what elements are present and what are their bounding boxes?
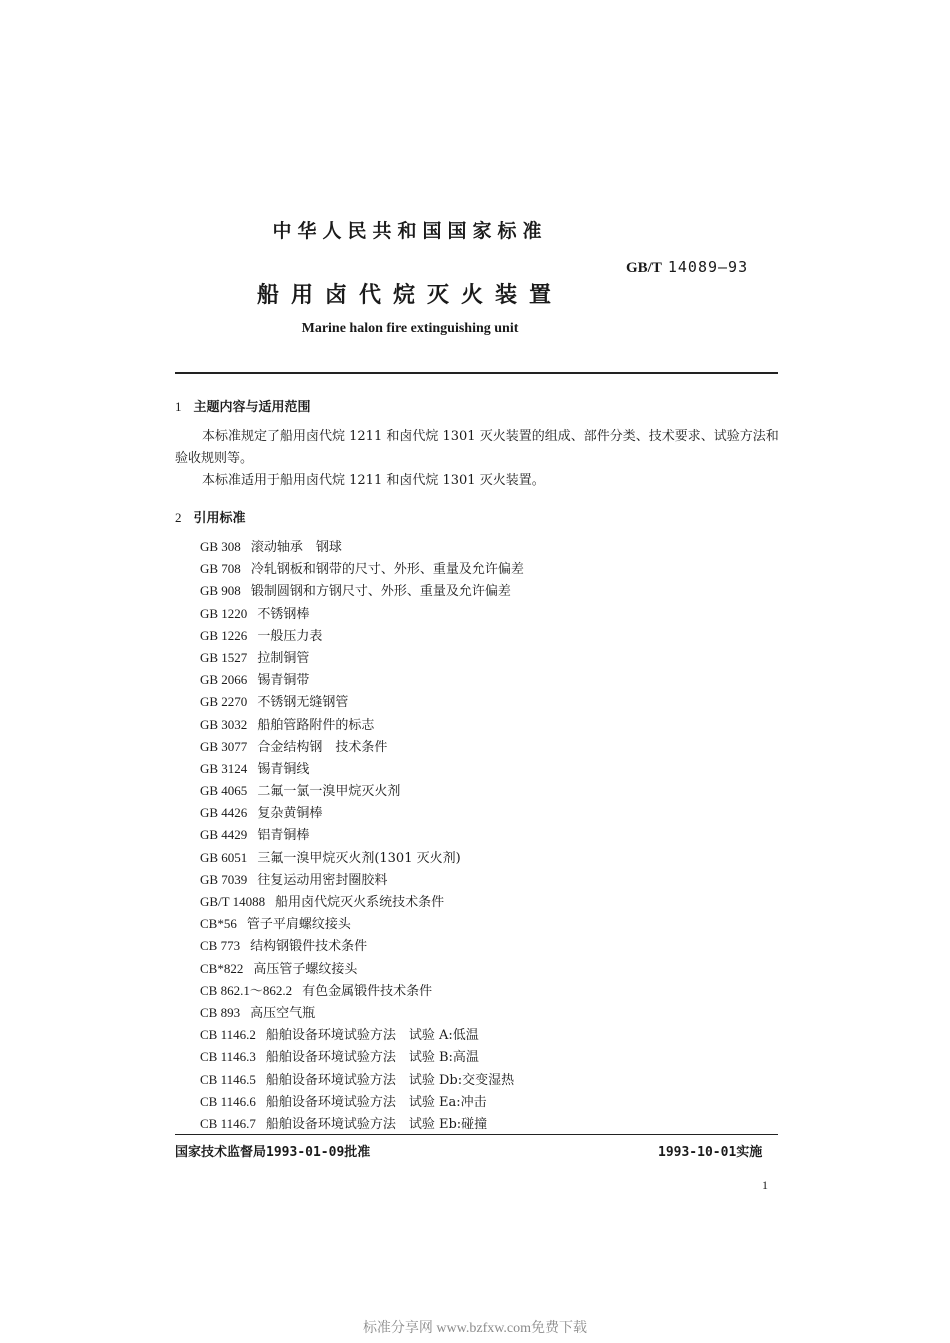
reference-code: CB*56	[200, 916, 237, 932]
reference-code: CB*822	[200, 960, 244, 976]
reference-title: 锻制圆钢和方钢尺寸、外形、重量及允许偏差	[250, 584, 511, 600]
page-number: 1	[762, 1178, 768, 1192]
section-1-para1-line2: 验收规则等。	[175, 451, 254, 466]
reference-item	[200, 891, 524, 913]
reference-item	[200, 536, 524, 558]
reference-code: GB 3032	[200, 716, 248, 732]
reference-item	[200, 714, 524, 736]
reference-item	[200, 958, 524, 980]
reference-code: GB 1226	[200, 627, 248, 643]
reference-title: 有色金属锻件技术条件	[302, 983, 433, 999]
section-1-heading	[175, 396, 311, 415]
section-1-para1-line1: 本标准规定了船用卤代烷 1211 和卤代烷 1301 灭火装置的组成、部件分类、技术要求、试验方法和	[202, 429, 779, 444]
section-2-title: 引用标准	[193, 511, 246, 526]
document-title-cn: 船用卤代烷灭火装置	[256, 283, 563, 308]
section-1-para2: 本标准适用于船用卤代烷 1211 和卤代烷 1301 灭火装置。	[202, 473, 545, 488]
reference-item	[200, 691, 524, 713]
reference-code: GB 7039	[200, 871, 248, 887]
reference-title: 高压管子螺纹接头	[253, 961, 358, 977]
reference-item	[200, 1091, 524, 1113]
reference-item	[200, 1069, 524, 1091]
header-divider	[175, 372, 778, 374]
document-title-en: Marine halon fire extinguishing unit	[301, 321, 519, 336]
section-1-title: 主题内容与适用范围	[193, 400, 311, 415]
footer-divider	[175, 1134, 778, 1135]
reference-title: 合金结构钢 技术条件	[257, 739, 388, 755]
reference-item	[200, 647, 524, 669]
reference-title: 往复运动用密封圈胶料	[257, 872, 388, 888]
reference-code: CB 862.1～862.2	[200, 982, 293, 998]
standard-number	[626, 258, 748, 277]
reference-item	[200, 669, 524, 691]
reference-item	[200, 1113, 524, 1135]
reference-code: GB 3124	[200, 760, 248, 776]
section-1-number: 1	[175, 399, 182, 414]
reference-item	[200, 869, 524, 891]
reference-item	[200, 736, 524, 758]
reference-code: GB 1220	[200, 605, 248, 621]
issue-label: 批准	[344, 1145, 371, 1160]
reference-item	[200, 802, 524, 824]
reference-title: 船舶设备环境试验方法 试验 Eb:碰撞	[265, 1116, 488, 1132]
reference-title: 管子平肩螺纹接头	[246, 917, 351, 933]
reference-item	[200, 1002, 524, 1024]
reference-title: 不锈钢棒	[257, 606, 310, 622]
reference-code: GB 908	[200, 583, 241, 599]
reference-item	[200, 558, 524, 580]
reference-title: 复杂黄铜棒	[257, 806, 323, 822]
effective-date: 1993-10-01	[658, 1145, 737, 1160]
reference-title: 船舶设备环境试验方法 试验 B:高温	[265, 1050, 479, 1066]
reference-code: CB 1146.5	[200, 1071, 256, 1087]
effective-label: 实施	[736, 1145, 763, 1160]
reference-code: GB 4429	[200, 827, 248, 843]
reference-title: 船舶设备环境试验方法 试验 Ea:冲击	[265, 1094, 487, 1110]
reference-title: 滚动轴承 钢球	[250, 540, 342, 555]
reference-item	[200, 1024, 524, 1046]
reference-title: 冷轧钢板和钢带的尺寸、外形、重量及允许偏差	[250, 562, 524, 578]
reference-item	[200, 625, 524, 647]
reference-item	[200, 824, 524, 846]
reference-title: 船舶设备环境试验方法 试验 A:低温	[265, 1028, 479, 1044]
reference-title: 船用卤代烷灭火系统技术条件	[275, 895, 445, 910]
reference-code: GB 308	[200, 539, 241, 554]
reference-title: 锡青铜带	[257, 673, 310, 689]
reference-title: 高压空气瓶	[250, 1005, 316, 1021]
reference-title: 一般压力表	[257, 628, 323, 644]
reference-code: CB 1146.3	[200, 1049, 256, 1065]
reference-list	[200, 536, 524, 1135]
reference-code: GB 6051	[200, 849, 248, 865]
reference-code: GB 1527	[200, 649, 248, 665]
reference-code: CB 893	[200, 1004, 241, 1020]
reference-code: CB 773	[200, 938, 241, 954]
reference-item	[200, 1046, 524, 1068]
reference-item	[200, 780, 524, 802]
reference-code: CB 1146.2	[200, 1027, 256, 1043]
effective-line	[658, 1141, 762, 1160]
reference-code: GB 3077	[200, 738, 248, 754]
reference-code: GB/T 14088	[200, 894, 266, 909]
section-2-heading	[175, 507, 246, 526]
national-standard-heading: 中华人民共和国国家标准	[272, 220, 548, 242]
reference-code: GB 708	[200, 561, 241, 577]
reference-title: 二氟一氯一溴甲烷灭火剂	[257, 784, 401, 800]
watermark-text: 标准分享网 www.bzfxw.com免费下载	[362, 1321, 588, 1336]
reference-item	[200, 913, 524, 935]
reference-code: CB 1146.6	[200, 1093, 256, 1109]
reference-title: 三氟一溴甲烷灭火剂(1301 灭火剂)	[257, 850, 461, 866]
reference-item	[200, 980, 524, 1002]
reference-item	[200, 603, 524, 625]
reference-title: 不锈钢无缝钢管	[257, 695, 349, 711]
reference-item	[200, 580, 524, 602]
reference-item	[200, 758, 524, 780]
reference-code: GB 4065	[200, 783, 248, 799]
reference-title: 拉制铜管	[257, 650, 310, 666]
reference-item	[200, 935, 524, 957]
approval-line	[175, 1141, 370, 1160]
reference-item	[200, 847, 524, 869]
reference-title: 铝青铜棒	[257, 828, 310, 844]
reference-code: GB 2066	[200, 672, 248, 688]
standard-code: 14089—93	[667, 258, 749, 276]
reference-title: 锡青铜线	[257, 761, 310, 777]
reference-title: 结构钢锻件技术条件	[250, 939, 368, 955]
issue-date: 1993-01-09	[266, 1145, 345, 1160]
reference-code: CB 1146.7	[200, 1115, 256, 1131]
reference-code: GB 4426	[200, 805, 248, 821]
standard-prefix: GB/T	[626, 260, 662, 276]
issuer: 国家技术监督局	[175, 1145, 267, 1160]
reference-title: 船舶管路附件的标志	[257, 717, 375, 733]
section-2-number: 2	[175, 510, 182, 525]
reference-title: 船舶设备环境试验方法 试验 Db:交变湿热	[265, 1072, 515, 1088]
reference-code: GB 2270	[200, 694, 248, 710]
